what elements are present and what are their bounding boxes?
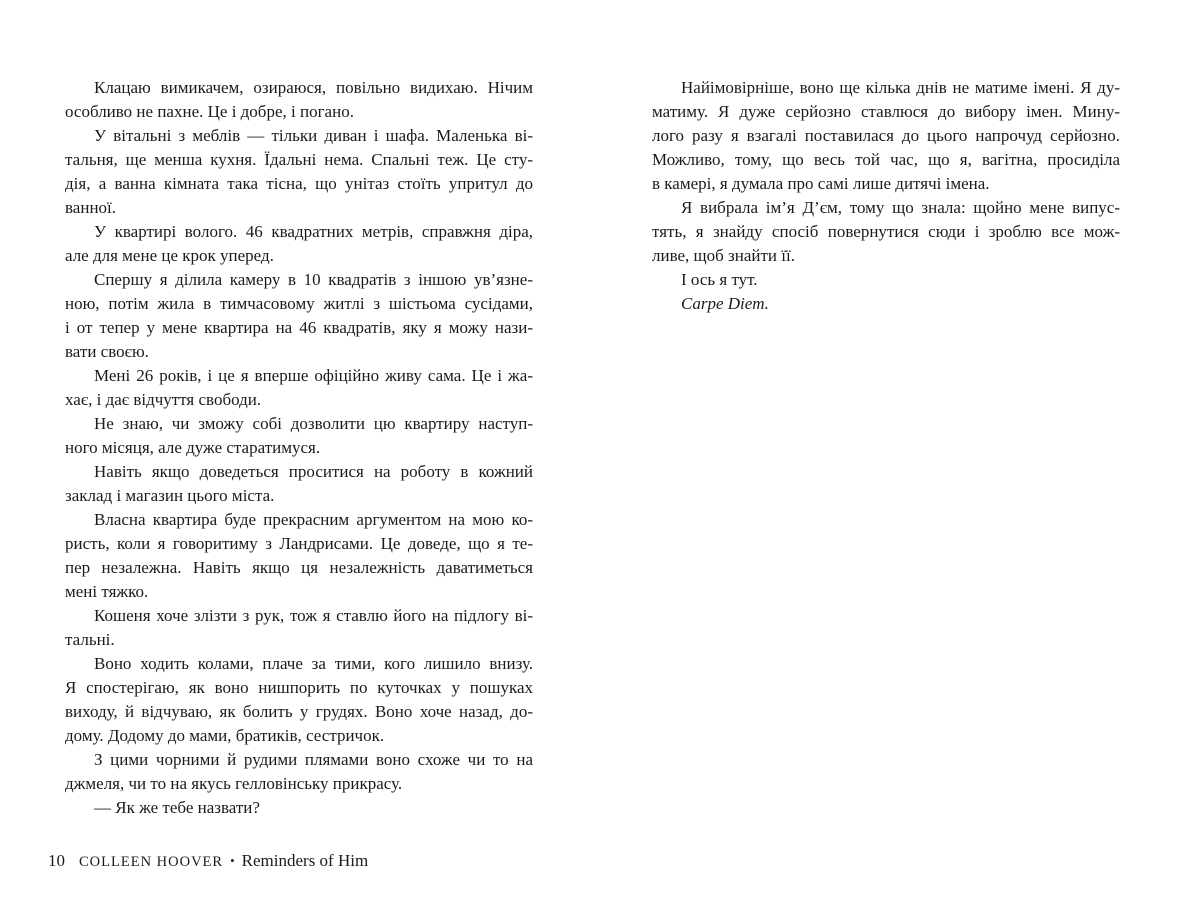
- paragraph: [65, 460, 533, 508]
- text-line: Власна квартира буде прекрасним аргументом на мою ко-: [94, 510, 533, 529]
- text-line: Найімовірніше, воно ще кілька днів не матиме імені. Я ду-: [681, 78, 1120, 97]
- text-line: Кошеня хоче злізти з рук, тож я ставлю його на підлогу ві-: [94, 606, 533, 625]
- text-line: виходу, й відчуваю, як болить у грудях. Воно хоче назад, до-: [65, 702, 533, 721]
- text-line: ванної.: [65, 198, 117, 217]
- text-line: Мені 26 років, і це я вперше офіційно живу сама. Це і жа-: [94, 366, 533, 385]
- text-line: З цими чорними й рудими плямами воно схоже чи то на: [94, 750, 533, 769]
- text-line: вати своєю.: [65, 342, 149, 361]
- text-line: ристь, коли я говоритиму з Ландрисами. Це доведе, що я те-: [65, 534, 533, 553]
- text-line: тять, я знайду спосіб повернутися сюди і зроблю все мож-: [652, 222, 1120, 241]
- text-line: матиму. Я дуже серйозно ставлюся до вибору імен. Мину-: [652, 102, 1120, 121]
- text-line: Клацаю вимикачем, озираюся, повільно видихаю. Нічим: [94, 78, 533, 97]
- text-line: тальні.: [65, 630, 115, 649]
- text-line: І ось я тут.: [681, 270, 758, 289]
- paragraph: [652, 196, 1120, 268]
- paragraph: [652, 292, 1120, 316]
- text-line: дому. Додому до мами, братиків, сестричок.: [65, 726, 385, 745]
- book-page-left-text-column: [65, 76, 533, 820]
- text-line: Воно ходить колами, плаче за тими, кого лишило внизу.: [94, 654, 533, 673]
- text-line: Я спостерігаю, як воно нишпорить по куточках у пошуках: [65, 678, 533, 697]
- page-number: 10: [48, 851, 65, 870]
- text-line: Я вибрала ім’я Д’єм, тому що знала: щойно мене випус-: [681, 198, 1120, 217]
- text-line: в камері, я думала про самі лише дитячі імена.: [652, 174, 990, 193]
- text-line: Спершу я ділила камеру в 10 квадратів з іншою ув’язне-: [94, 270, 533, 289]
- paragraph: [65, 508, 533, 604]
- text-line: ливе, щоб знайти її.: [652, 246, 795, 265]
- paragraph: [65, 748, 533, 796]
- text-line: лого разу я взагалі поставилася до цього напрочуд серйозно.: [652, 126, 1120, 145]
- text-line: Можливо, тому, що весь той час, що я, вагітна, просиділа: [652, 150, 1120, 169]
- text-line: хає, і дає відчуття свободи.: [65, 390, 262, 409]
- paragraph: [65, 268, 533, 364]
- text-line: особливо не пахне. Це і добре, і погано.: [65, 102, 354, 121]
- paragraph: [65, 604, 533, 652]
- paragraph: [652, 76, 1120, 196]
- text-line: ного місяця, але дуже старатимуся.: [65, 438, 321, 457]
- text-line: ною, потім жила в тимчасовому житлі з шістьома сусідами,: [65, 294, 533, 313]
- paragraph: [65, 220, 533, 268]
- text-line: пер незалежна. Навіть якщо ця незалежність даватиметься: [65, 558, 533, 577]
- paragraph: [65, 652, 533, 748]
- text-line: Carpe Diem.: [681, 294, 769, 313]
- text-line: і от тепер у мене квартира на 46 квадратів, яку я можу нази-: [65, 318, 533, 337]
- text-line: заклад і магазин цього міста.: [65, 486, 275, 505]
- bullet-separator: •: [230, 853, 235, 868]
- text-line: дія, а ванна кімната така тісна, що унітаз стоїть упритул до: [65, 174, 533, 193]
- text-line: але для мене це крок уперед.: [65, 246, 274, 265]
- text-line: джмеля, чи то на якусь гелловінську прикрасу.: [65, 774, 403, 793]
- page-footer: [48, 851, 368, 871]
- footer-book-title: Reminders of Him: [241, 851, 369, 870]
- text-line: мені тяжко.: [65, 582, 149, 601]
- paragraph: [65, 124, 533, 220]
- paragraph: [65, 796, 533, 820]
- text-line: тальня, ще менша кухня. Їдальні нема. Спальні теж. Це сту-: [65, 150, 533, 169]
- text-line: — Як же тебе назвати?: [94, 798, 260, 817]
- book-page-right-text-column: [652, 76, 1120, 316]
- text-line: Навіть якщо доведеться проситися на роботу в кожний: [94, 462, 533, 481]
- paragraph: [652, 268, 1120, 292]
- footer-author: COLLEEN HOOVER: [79, 854, 224, 870]
- text-line: У квартирі волого. 46 квадратних метрів, справжня діра,: [94, 222, 533, 241]
- text-line: У вітальні з меблів — тільки диван і шафа. Маленька ві-: [94, 126, 533, 145]
- text-line: Не знаю, чи зможу собі дозволити цю квартиру наступ-: [94, 414, 533, 433]
- paragraph: [65, 412, 533, 460]
- paragraph: [65, 364, 533, 412]
- paragraph: [65, 76, 533, 124]
